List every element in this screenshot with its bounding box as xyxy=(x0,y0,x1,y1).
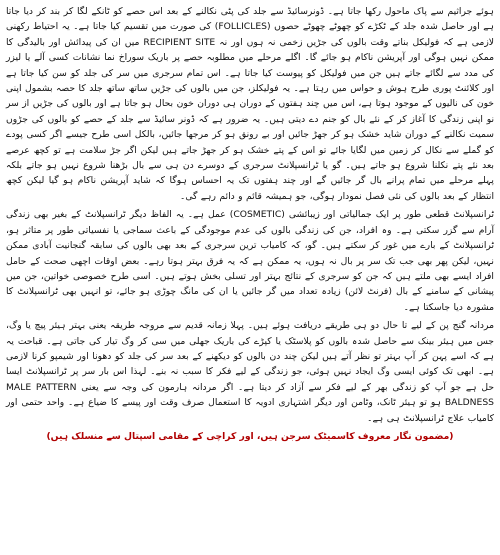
article-paragraph-3: مردانہ گنج پن کے لیے تا حال دو ہی طریقے دریافت ہوئے ہیں۔ پہلا زمانہ قدیم سے مروجہ طریقہ یعنی بہتر ہیئر پیچ یا وگ، جس میں ہیئر بینک سے حاصل شدہ بالوں کو پلاسٹک یا کپڑے کی باریک جھلی میں سی کر وگ تیار کی جاتی ہے۔ قباحت یہ ہے کہ اسے پہن کر آپ بہتر تو نظر آتے ہیں لیکن چند دن بالوں کو دیکھنے کے بعد سر کی جلد کو دھونا اور شیمپو کرنا لازمی ہے۔ ابھی تک کوئی ایسی وگ ایجاد نہیں ہوئی، جو زندگی کے لیے فکر کا سبب نہ بنے۔ لہذا اس بار سر پر ٹرانسپلانٹ ایسا حل ہے جو آپ کو زندگی بھر کے لیے فکر سے آزاد کر دیتا ہے۔ اگر مردانہ ہارمون کی وجہ سے یعنی MALE PATTERN BALDNESS ہو تو ہیئر ٹانک، وٹامن اور دیگر اشتہاری ادویہ کا استعمال صرف وقت اور پیسے کا ضیاع ہے۔ واحد حتمی اور کامیاب علاج ٹرانسپلانٹ ہی ہے۔ xyxy=(6,320,495,424)
article-paragraph-2: ٹرانسپلانٹ قطعی طور پر ایک جمالیاتی اور زیبائشی (COSMETIC) عمل ہے۔ یہ الفاظ دیگر ٹرانسپلانٹ کے بغیر بھی زندگی آرام سے گزر سکتی ہے۔ وہ افراد، جن کی زندگی بالوں کی عدم موجودگی کے باعث سماجی یا نفسیاتی طور پر متاثر ہو، ٹرانسپلانٹ کے بارے میں غور کر سکتے ہیں۔ گو، کہ کامیاب ترین سرجری کے بعد بھی بالوں کی سابقہ گنجانیت آبادی ممکن نہیں، لیکن پھر بھی جب تک سر پر بال نہ ہوں، یہ ممکن ہے کہ یہ فرق بہتر ہوتا رہے۔ بعض اوقات اچھی صحت کے حامل افراد ایسے بھی ملتے ہیں کہ جن کو سرجری کے نتائج بہتر اور تسلی بخش ہوتے ہیں۔ اسی طرح خصوصی خواتین، جن میں پیشانی کے سامنے کے بال (فرنٹ لائن) زیادہ تعداد میں گر جائیں یا ان کی مانگ چوڑی ہو جائے، تو انہیں بھی ٹرانسپلانٹ کا مشورہ دیا جاسکتا ہے۔ xyxy=(6,209,495,313)
article-paragraph-1: ہوئے جراثیم سے پاک ماحول رکھا جاتا ہے۔ ڈونرسائیڈ سے جلد کی پٹی نکالنے کے بعد اس حصے کو ٹانکے لگا کر بند کر دیا جاتا ہے اور حاصل شدہ جلد کے ٹکڑے کو چھوٹے چھوٹے حصوں (FOLLICLES) کی صورت میں تقسیم کیا جاتا ہے۔ یہ احتیاط رکھنی لازمی ہے کہ فولیکل بناتے وقت بالوں کی جڑیں زخمی نہ ہوں اور نہ RECIPIENT SITE میں ان کی پیدائش اور بالیدگی کا ممکن نہیں ہوگی اور آپریشن ناکام ہو جائے گا۔ اگلے مرحلے میں مطلوبہ حصے پر باریک سوراخ نما نشانات کسی آلے یا لیزر کی مدد سے لگائے جاتے ہیں جن میں فولیکل کو پیوست کیا جاتا ہے۔ اس تمام سرجری میں سر کی جلد کو سن کیا جاتا ہے اور کلائنٹ پوری طرح ہوش و حواس میں رہتا ہے۔ یہ فولیکلز، جن میں بالوں کی جڑیں ساتھ ساتھ جلد کا حصہ بشمول اپنی خون کی نالیوں کے موجود ہوتا ہے، اس میں چند ہفتوں کے دوران ہی دوران خون بحال ہو جاتا ہے اور بالوں کی جڑیں از سر نو اپنی زندگی کا آغاز کر کے نئے بال کو جنم دے دیتی ہیں۔ یہ ضرور ہے کہ ڈونر سائیڈ سے جلد کے حصے کو بالوں کی جڑوں سمیت نکالنے کے دوران شاید خشک ہو کر جھڑ جائیں اور بے رونق ہو کر مرجھا جائیں، بالکل اسی طرح جیسے اگر کسی پودے کو گملے سے نکال کر زمین میں لگایا جائے تو اس کے پتے خشک ہو کر جھڑ جاتے ہیں لیکن اگر جڑ سلامت ہے تو کچھ عرصے بعد نئے پتے نکلنا شروع ہو جاتے ہیں۔ گو یا ٹرانسپلانٹ سرجری کے دوسرے دن ہی سے بال بڑھنا شروع نہیں ہو جاتے بلکہ پہلے مرحلے میں تمام پرانے بال گر جائیں گے اور چند ہفتوں تک یہ احساس ہوگا کہ شاید آپریشن ناکام ہو گیا لیکن کچھ انتظار کے بعد بالوں کی نئی فصل نمودار ہوگی، جو ہمیشہ قائم و دائم رہے گی۔ xyxy=(6,6,495,202)
author-note: (مضمون نگار معروف کاسمیٹک سرجن ہیں، اور کراچی کے مقامی اسپتال سے منسلک ہیں) xyxy=(46,430,454,442)
